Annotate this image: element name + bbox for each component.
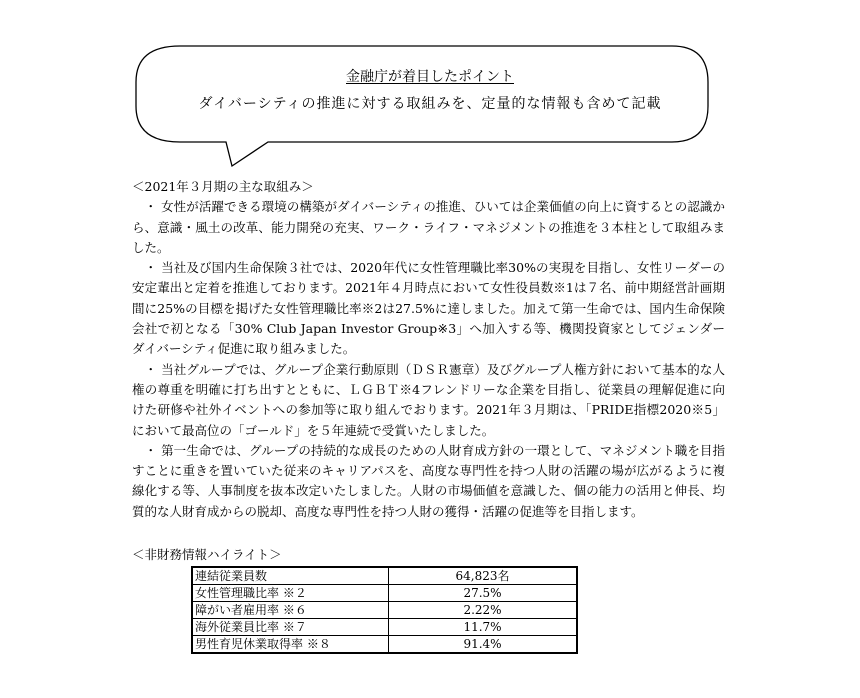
highlights-table [191,566,578,654]
row-label: 障がい者雇用率 ※６ [192,602,389,619]
paragraph-diversity: ・ 女性が活躍できる環境の構築がダイバーシティの推進、ひいては企業価値の向上に資するとの認識から、意識・風土の改革、能力開発の充実、ワーク・ライフ・マネジメントの推進を３本柱として取組みました。 [132,199,725,255]
table-row [192,567,577,585]
row-value: 27.5% [389,585,578,602]
table-row [192,585,577,602]
table-row [192,619,577,636]
paragraph-human-rights: ・ 当社グループでは、グループ企業行動原則（ＤＳＲ憲章）及びグループ人権方針において基本的な人権の尊重を明確に打ち出すとともに、ＬＧＢＴ※4フレンドリーな企業を目指し、従業員の理解促進に向けた研修や社外イベントへの参加等に取り組んでおります。2021年３月期は、「PRIDE指標2020※5」において最高位の「ゴールド」を５年連続で受賞いたしました。 [132,361,726,438]
row-value: 64,823名 [389,567,578,585]
speech-bubble-callout [0,0,860,170]
row-value: 2.22% [389,602,578,619]
callout-text: ダイバーシティの推進に対する取組みを、定量的な情報も含めて記載 [198,96,662,112]
row-label: 連結従業員数 [192,567,389,585]
callout-title: 金融庁が着目したポイント [346,69,514,85]
row-label: 女性管理職比率 ※２ [192,585,389,602]
paragraph-hr-reform: ・ 第一生命では、グループの持続的な成長のための人財育成方針の一環として、マネジメント職を目指すことに重きを置いていた従来のキャリアパスを、高度な専門性を持つ人財の活躍の場が広がるように複線化する等、人事制度を抜本改定いたしました。人財の市場価値を意識した、個の能力の活用と伸長、均質的な人財育成からの脱却、高度な専門性を持つ人財の獲得・活躍の促進等を目指します。 [132,442,725,519]
row-label: 海外従業員比率 ※７ [192,619,389,636]
table-row [192,636,577,654]
row-value: 91.4% [389,636,578,654]
main-content [132,177,725,522]
row-label: 男性育児休業取得率 ※８ [192,636,389,654]
table-row [192,602,577,619]
row-value: 11.7% [389,619,578,636]
highlights-heading: ＜非財務情報ハイライト＞ [132,547,282,562]
paragraph-women-managers: ・ 当社及び国内生命保険３社では、2020年代に女性管理職比率30%の実現を目指し、女性リーダーの安定輩出と定着を推進しております。2021年４月時点において女性役員数※1は７名、前中期経営計画期間に25%の目標を掲げた女性管理職比率※2は27.5%に達しました。加えて第一生命では、国内生命保険会社で初となる「30% Club Japan Investor Group※3」へ加入する等、機関投資家としてジェンダーダイバーシティ促進に取り組みました。 [132,260,725,357]
section-heading: ＜2021年３月期の主な取組み＞ [132,179,314,194]
